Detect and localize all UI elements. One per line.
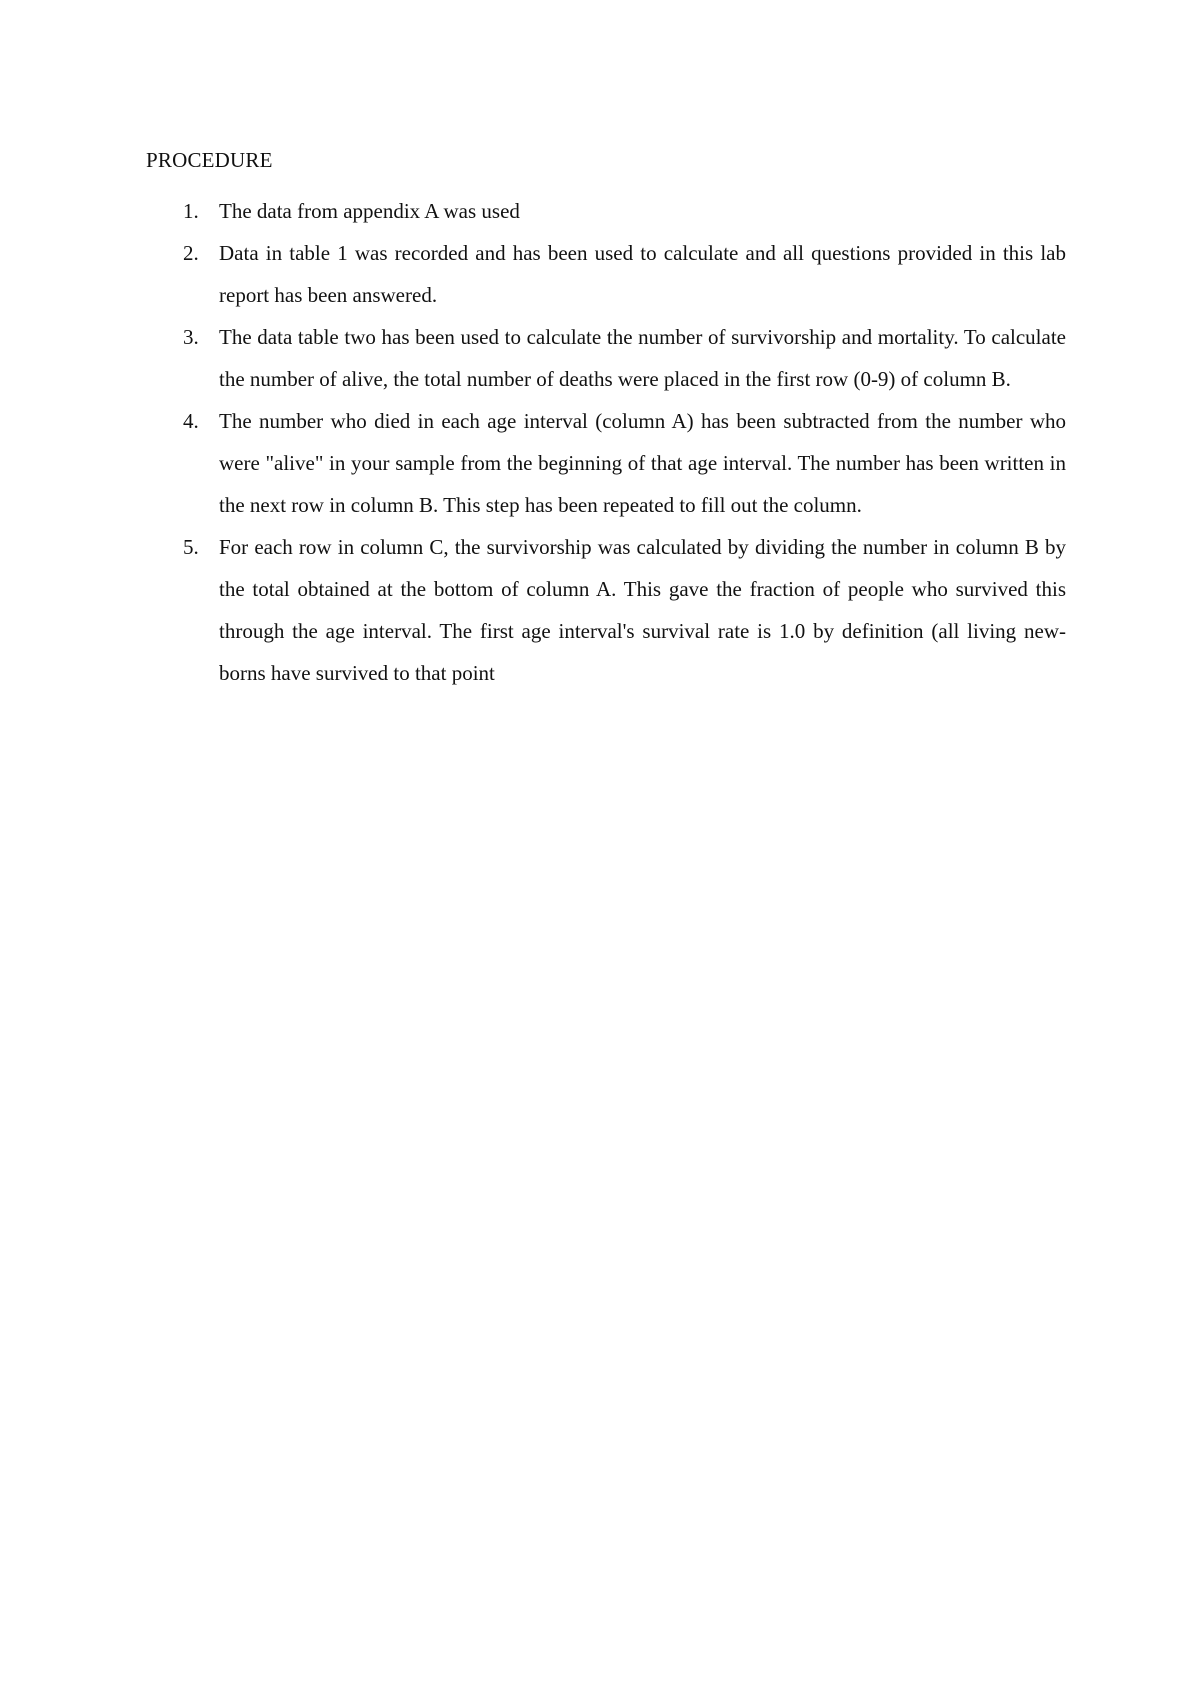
step-text: The data from appendix A was used bbox=[219, 199, 520, 223]
procedure-steps-list bbox=[146, 190, 1066, 694]
step-text: The number who died in each age interval (column A) has been subtracted from the number who were "alive" in your sample from the beginning of that age interval. The number has been written in the next row in column B. This step has been repeated to fill out the column. bbox=[219, 409, 1066, 517]
procedure-step bbox=[146, 232, 1066, 316]
procedure-step bbox=[146, 526, 1066, 694]
procedure-step bbox=[146, 190, 1066, 232]
step-number: 4. bbox=[183, 409, 199, 433]
step-number: 5. bbox=[183, 535, 199, 559]
step-number: 3. bbox=[183, 325, 199, 349]
step-number: 1. bbox=[183, 199, 199, 223]
section-heading: PROCEDURE bbox=[146, 148, 273, 172]
step-text: The data table two has been used to calculate the number of survivorship and mortality. To calculate the number of alive, the total number of deaths were placed in the first row (0-9) of column B. bbox=[219, 325, 1066, 391]
step-number: 2. bbox=[183, 241, 199, 265]
step-text: For each row in column C, the survivorship was calculated by dividing the number in column B by the total obtained at the bottom of column A. This gave the fraction of people who survived this through the age interval. The first age interval's survival rate is 1.0 by definition (all living new-borns have survived to that point bbox=[219, 535, 1066, 685]
procedure-step bbox=[146, 400, 1066, 526]
step-text: Data in table 1 was recorded and has been used to calculate and all questions provided in this lab report has been answered. bbox=[219, 241, 1066, 307]
procedure-step bbox=[146, 316, 1066, 400]
